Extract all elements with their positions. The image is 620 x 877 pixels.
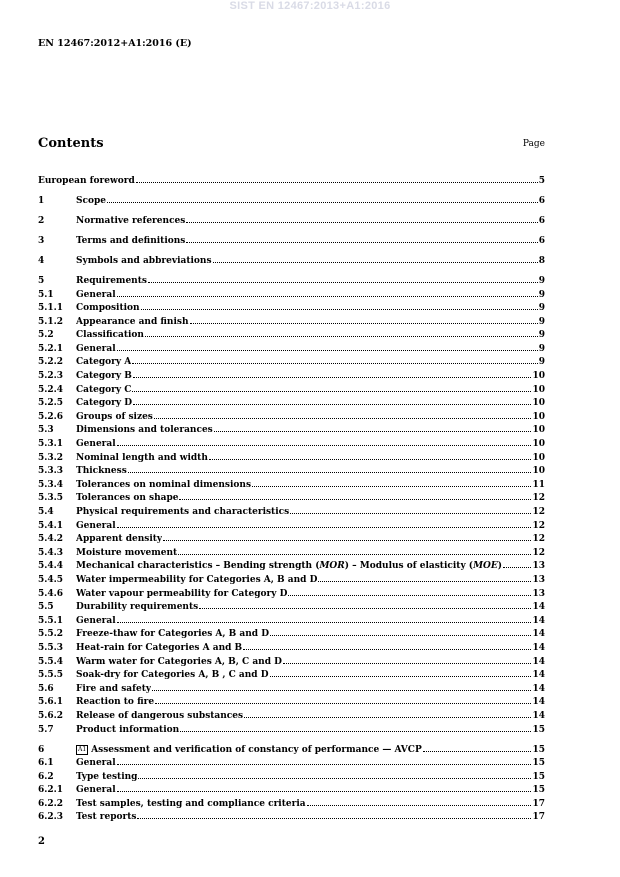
toc-dot-leader: [107, 202, 538, 203]
toc-entry-title: Heat-rain for Categories A and B: [76, 642, 243, 653]
toc-entry-page: 10: [532, 411, 545, 422]
toc-entry-title: Composition: [76, 303, 140, 314]
toc-entry-number: 1: [38, 195, 45, 206]
toc-dot-leader: [128, 472, 532, 473]
toc-dot-leader: [243, 649, 531, 650]
toc-entry-number: 5.4.3: [38, 547, 64, 558]
toc-entry[interactable]: [38, 452, 545, 466]
toc-dot-leader: [180, 731, 531, 732]
toc-entry[interactable]: [38, 710, 545, 724]
toc-entry[interactable]: [38, 438, 545, 452]
toc-entry[interactable]: [38, 798, 545, 812]
toc-dot-leader: [137, 818, 531, 819]
toc-entry-page: 14: [532, 670, 545, 681]
toc-dot-leader: [290, 513, 531, 514]
watermark: SIST EN 12467:2013+A1:2016: [229, 0, 391, 12]
toc-dot-leader: [186, 242, 537, 243]
toc-entry[interactable]: [38, 329, 545, 343]
toc-entry-page: 12: [532, 493, 545, 504]
toc-entry-title: Terms and definitions: [76, 235, 186, 246]
toc-entry-page: 14: [532, 697, 545, 708]
toc-entry-title: Mechanical characteristics – Bending strength (MOR) – Modulus of elasticity (MOE): [76, 561, 502, 572]
toc-entry-title: Tolerances on nominal dimensions: [76, 479, 252, 490]
toc-entry[interactable]: [38, 397, 545, 411]
toc-entry-title: A1 Assessment and verification of constancy of performance — AVCP: [78, 744, 422, 755]
toc-entry-page: 10: [532, 398, 545, 409]
toc-entry-page: 9: [538, 303, 545, 314]
toc-dot-leader: [117, 622, 532, 623]
toc-entry-page: 14: [532, 602, 545, 613]
toc-entry-number: 5.5.4: [38, 656, 64, 667]
toc-entry-page: 8: [538, 255, 545, 266]
toc-entry-number: 5.4: [38, 507, 54, 518]
toc-entry-page: 17: [532, 812, 545, 823]
toc-entry-number: 6.2: [38, 771, 54, 782]
toc-entry-number: 5.2.2: [38, 357, 64, 368]
toc-entry[interactable]: [38, 175, 545, 189]
toc-entry-number: 4: [38, 255, 45, 266]
toc-entry-page: 12: [532, 507, 545, 518]
toc-entry[interactable]: [38, 560, 545, 574]
toc-entry-title: General: [76, 520, 116, 531]
toc-dot-leader: [163, 540, 531, 541]
toc-dot-leader: [503, 567, 531, 568]
toc-entry-title: Soak-dry for Categories A, B , C and D: [76, 670, 269, 681]
toc-entry-number: 5.4.2: [38, 534, 64, 545]
toc-dot-leader: [117, 764, 532, 765]
toc-entry[interactable]: [38, 465, 545, 479]
toc-entry-title: General: [76, 615, 116, 626]
page-column-heading: Page: [522, 139, 545, 149]
toc-entry[interactable]: [38, 370, 545, 384]
toc-entry-title: Type testing: [76, 771, 138, 782]
toc-dot-leader: [138, 778, 531, 779]
toc-entry-page: 14: [532, 615, 545, 626]
toc-entry-title: Product information: [76, 724, 180, 735]
toc-entry-title: General: [76, 785, 116, 796]
toc-entry-title: Groups of sizes: [76, 411, 153, 422]
toc-entry-number: 5.2.5: [38, 398, 64, 409]
toc-entry[interactable]: [38, 811, 545, 825]
toc-entry-page: 11: [532, 479, 545, 490]
toc-entry-number: 5.6: [38, 683, 54, 694]
toc-entry-page: 6: [538, 235, 545, 246]
toc-entry-number: 5.4.6: [38, 588, 64, 599]
toc-entry-page: 12: [532, 547, 545, 558]
toc-entry[interactable]: [38, 479, 545, 493]
toc-entry[interactable]: [38, 547, 545, 561]
toc-entry-page: 9: [538, 330, 545, 341]
toc-entry-title: Nominal length and width: [76, 452, 208, 463]
toc-entry[interactable]: [38, 384, 545, 398]
toc-entry-number: 5.3.3: [38, 466, 64, 477]
toc-entry-title: General: [76, 758, 116, 769]
toc-entry[interactable]: [38, 289, 545, 303]
toc-entry-number: 5.5.3: [38, 642, 64, 653]
toc-entry-number: 5.3.2: [38, 452, 64, 463]
toc-entry-page: 5: [538, 176, 545, 186]
toc-dot-leader: [152, 690, 531, 691]
toc-entry[interactable]: [38, 744, 545, 758]
toc-dot-leader: [117, 791, 532, 792]
toc-entry-title: Reaction to fire: [76, 697, 155, 708]
toc-entry[interactable]: [38, 615, 545, 629]
toc-entry[interactable]: [38, 683, 545, 697]
toc-entry-page: 14: [532, 629, 545, 640]
toc-dot-leader: [283, 663, 532, 664]
toc-entry-number: 5.2.1: [38, 343, 64, 354]
toc-entry-page: 13: [532, 561, 545, 572]
toc-entry-number: 5.2.4: [38, 384, 64, 395]
toc-entry[interactable]: [38, 302, 545, 316]
toc-dot-leader: [133, 377, 532, 378]
toc-entry-page: 12: [532, 520, 545, 531]
toc-dot-leader: [318, 581, 531, 582]
toc-entry[interactable]: [38, 316, 545, 330]
toc-entry-title: General: [76, 439, 116, 450]
toc-entry-page: 10: [532, 439, 545, 450]
toc-entry-page: 9: [538, 316, 545, 327]
toc-entry-number: 6.2.3: [38, 812, 64, 823]
toc-entry-number: 5.5: [38, 602, 54, 613]
toc-entry-number: 5.3: [38, 425, 54, 436]
toc-dot-leader: [270, 676, 532, 677]
toc-entry-page: 14: [532, 642, 545, 653]
toc-entry-page: 9: [538, 343, 545, 354]
toc-dot-leader: [190, 323, 538, 324]
toc-entry-title: Warm water for Categories A, B, C and D: [76, 656, 282, 667]
toc-entry-title: Tolerances on shape: [76, 493, 179, 504]
toc-entry[interactable]: [38, 424, 545, 438]
toc-entry-number: 5.4.5: [38, 574, 64, 585]
toc-entry-number: 5.5.1: [38, 615, 64, 626]
toc-dot-leader: [288, 595, 531, 596]
toc-entry-title: Appearance and finish: [76, 316, 189, 327]
toc-entry[interactable]: [38, 724, 545, 738]
toc-entry[interactable]: [38, 601, 545, 615]
toc-entry-title: Moisture movement: [76, 547, 178, 558]
toc-entry-number: 5.2.3: [38, 371, 64, 382]
toc-entry[interactable]: [38, 255, 545, 269]
toc-entry-title: Apparent density: [76, 534, 163, 545]
toc-entry[interactable]: [38, 696, 545, 710]
toc-entry-number: 6: [38, 744, 45, 755]
toc-entry-title: Test samples, testing and compliance criteria: [76, 798, 306, 809]
toc-dot-leader: [117, 350, 538, 351]
toc-dot-leader: [132, 391, 531, 392]
toc-entry-title: Category B: [76, 371, 132, 382]
toc-entry-page: 6: [538, 215, 545, 226]
toc-entry-page: 10: [532, 452, 545, 463]
toc-entry-title: Water impermeability for Categories A, B and D: [76, 574, 318, 585]
toc-entry-page: 10: [532, 371, 545, 382]
toc-entry[interactable]: [38, 656, 545, 670]
toc-entry-page: 9: [538, 275, 545, 286]
toc-dot-leader: [244, 717, 531, 718]
toc-entry-title: Dimensions and tolerances: [76, 425, 213, 436]
toc-entry-title: Category A: [76, 357, 132, 368]
toc-dot-leader: [133, 404, 531, 405]
toc-entry[interactable]: [38, 235, 545, 249]
toc-entry-number: 5.4.1: [38, 520, 64, 531]
document-id: EN 12467:2012+A1:2016 (E): [38, 38, 192, 49]
toc-entry[interactable]: [38, 411, 545, 425]
toc-dot-leader: [199, 608, 531, 609]
toc-entry[interactable]: [38, 588, 545, 602]
toc-entry[interactable]: [38, 533, 545, 547]
toc-entry[interactable]: [38, 492, 545, 506]
toc-entry-title: Category D: [76, 398, 133, 409]
toc-entry-page: 14: [532, 656, 545, 667]
toc-entry-page: 15: [532, 758, 545, 769]
toc-dot-leader: [117, 527, 532, 528]
toc-dot-leader: [117, 296, 538, 297]
footer-page-number: 2: [38, 836, 45, 847]
toc-entry-page: 14: [532, 710, 545, 721]
toc-entry-page: 6: [538, 195, 545, 206]
toc-dot-leader: [117, 445, 532, 446]
toc-dot-leader: [423, 751, 532, 752]
toc-entry-number: 5: [38, 275, 45, 286]
toc-dot-leader: [213, 262, 538, 263]
toc-entry-title: Test reports: [76, 812, 137, 823]
toc-entry-title: Release of dangerous substances: [76, 710, 244, 721]
toc-entry-page: 10: [532, 425, 545, 436]
toc-dot-leader: [252, 486, 531, 487]
toc-entry-title: Durability requirements: [76, 602, 199, 613]
toc-entry-title: Classification: [76, 330, 144, 341]
toc-entry-number: 6.1: [38, 758, 54, 769]
toc-entry[interactable]: [38, 669, 545, 683]
toc-dot-leader: [270, 635, 531, 636]
toc-entry-number: 2: [38, 215, 45, 226]
toc-entry-title: Thickness: [76, 466, 127, 477]
toc-entry-number: 6.2.1: [38, 785, 64, 796]
toc-entry-page: 15: [532, 744, 545, 755]
toc-entry-title: General: [76, 343, 116, 354]
toc-entry-page: 17: [532, 798, 545, 809]
toc-dot-leader: [132, 363, 537, 364]
toc-entry-number: 5.3.4: [38, 479, 64, 490]
toc-dot-leader: [178, 554, 531, 555]
toc-entry-number: 5.5.2: [38, 629, 64, 640]
toc-entry[interactable]: [38, 628, 545, 642]
toc-entry-page: 10: [532, 466, 545, 477]
toc-entry-number: 3: [38, 235, 45, 246]
toc-dot-leader: [307, 805, 532, 806]
toc-entry-page: 15: [532, 771, 545, 782]
toc-entry-number: 5.4.4: [38, 561, 64, 572]
toc-entry[interactable]: [38, 771, 545, 785]
toc-entry-number: 5.2.6: [38, 411, 64, 422]
toc-entry-page: 14: [532, 683, 545, 694]
toc-entry-page: 10: [532, 384, 545, 395]
toc-entry[interactable]: [38, 343, 545, 357]
toc-entry-title: European foreword: [38, 176, 135, 186]
toc-dot-leader: [209, 459, 532, 460]
toc-entry-title: Symbols and abbreviations: [76, 255, 212, 266]
toc-entry-number: 5.1.1: [38, 303, 64, 314]
toc-entry-title: Scope: [76, 195, 107, 206]
toc-entry-title: Normative references: [76, 215, 186, 226]
toc-entry-title: Requirements: [76, 275, 147, 286]
toc-entry-number: 5.3.5: [38, 493, 64, 504]
toc-entry[interactable]: [38, 574, 545, 588]
toc-entry-number: 5.1.2: [38, 316, 64, 327]
toc-entry-number: 5.7: [38, 724, 54, 735]
toc-dot-leader: [155, 703, 531, 704]
toc-entry-number: 5.3.1: [38, 439, 64, 450]
toc-entry-title: Fire and safety: [76, 683, 152, 694]
toc-entry-page: 15: [532, 724, 545, 735]
toc-entry-title: Freeze-thaw for Categories A, B and D: [76, 629, 270, 640]
toc-dot-leader: [154, 418, 532, 419]
toc-entry[interactable]: [38, 275, 545, 289]
toc-entry[interactable]: [38, 757, 545, 771]
toc-entry-page: 9: [538, 289, 545, 300]
toc-entry[interactable]: [38, 356, 545, 370]
toc-entry-number: 5.2: [38, 330, 54, 341]
toc-entry-title: Category C: [76, 384, 132, 395]
toc-entry-page: 13: [532, 574, 545, 585]
contents-title: Contents: [38, 136, 104, 151]
toc-entry-title: General: [76, 289, 116, 300]
toc-dot-leader: [179, 499, 531, 500]
toc-entry[interactable]: [38, 215, 545, 229]
toc-entry-number: 6.2.2: [38, 798, 64, 809]
toc-entry-page: 12: [532, 534, 545, 545]
toc-entry-number: 5.1: [38, 289, 54, 300]
toc-entry-number: 5.6.1: [38, 697, 64, 708]
toc-entry-number: 5.5.5: [38, 670, 64, 681]
toc-entry-page: 15: [532, 785, 545, 796]
table-of-contents: [38, 175, 545, 825]
toc-entry[interactable]: [38, 784, 545, 798]
toc-entry-page: 9: [538, 357, 545, 368]
toc-entry[interactable]: [38, 520, 545, 534]
toc-entry-page: 13: [532, 588, 545, 599]
toc-dot-leader: [214, 431, 532, 432]
toc-entry-title: Water vapour permeability for Category D: [76, 588, 288, 599]
toc-dot-leader: [148, 282, 538, 283]
amendment-marker-icon: A1: [78, 745, 87, 753]
toc-dot-leader: [145, 336, 538, 337]
toc-entry-title: Physical requirements and characteristics: [76, 507, 290, 518]
toc-entry[interactable]: [38, 642, 545, 656]
toc-dot-leader: [186, 222, 537, 223]
toc-entry[interactable]: [38, 195, 545, 209]
toc-dot-leader: [136, 182, 538, 183]
toc-entry[interactable]: [38, 506, 545, 520]
toc-entry-number: 5.6.2: [38, 710, 64, 721]
toc-dot-leader: [141, 309, 538, 310]
